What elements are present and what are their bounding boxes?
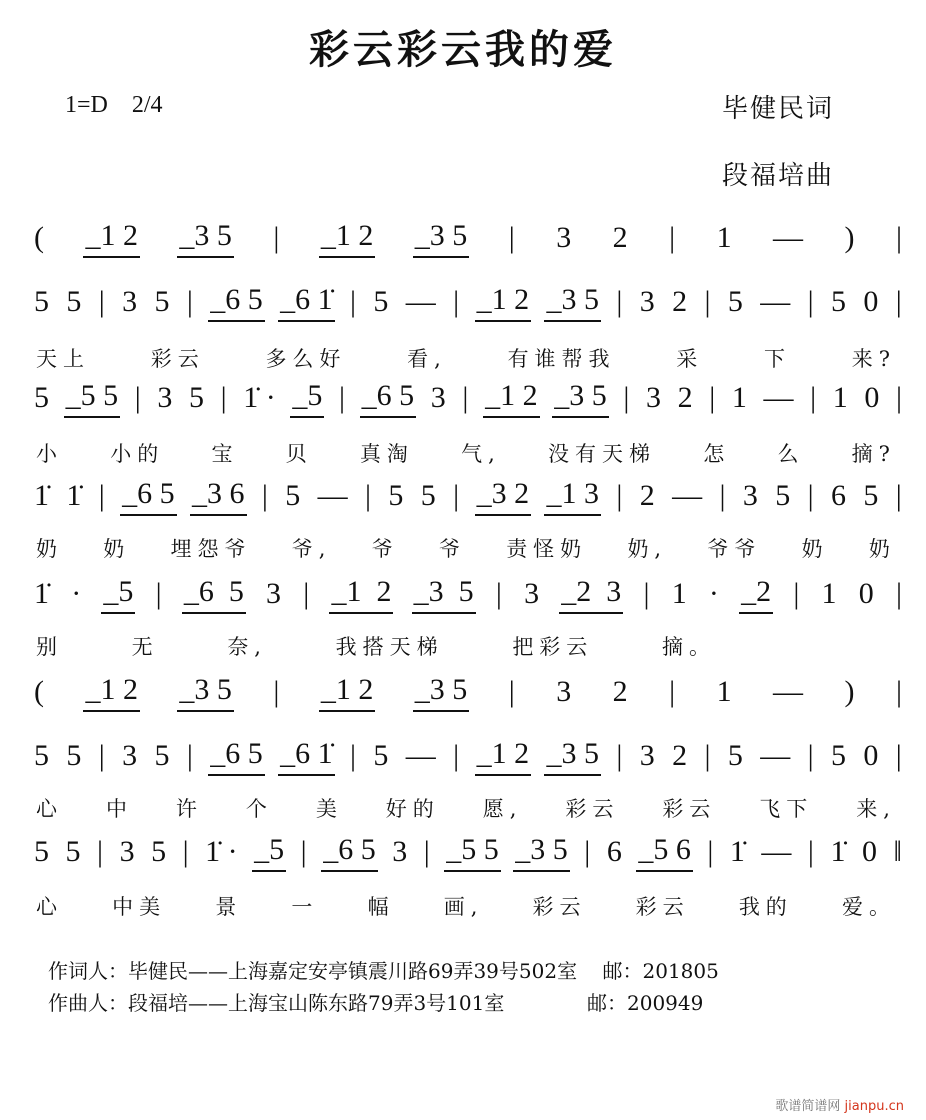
note-group: _1 2 <box>475 737 532 776</box>
notation-line <box>32 832 904 872</box>
note-group: _2 <box>739 575 773 614</box>
lyric: 没有天梯 <box>548 442 656 466</box>
note-group: ( <box>34 221 44 254</box>
barline: | <box>669 675 676 708</box>
lyric: 愿, <box>482 797 523 821</box>
note-group: _1 2 <box>483 379 540 418</box>
note-group: _6 5 <box>182 575 246 614</box>
note-group: · <box>71 577 82 610</box>
note-group: 2 <box>639 479 655 512</box>
note-group: _5 <box>290 379 324 418</box>
note-group: 0 <box>861 835 877 868</box>
note-group: 5 <box>727 739 743 772</box>
lyric: 好的 <box>385 797 440 821</box>
composer-credit: 段福培曲 <box>722 161 835 191</box>
note-group: 5 <box>151 835 167 868</box>
note-group: 3 <box>119 835 135 868</box>
barline: | <box>220 381 227 414</box>
note-group: 3 <box>645 381 661 414</box>
note-group: 1̇ · <box>205 835 238 868</box>
note-group: 6 <box>830 479 846 512</box>
note-group: 3 <box>742 479 758 512</box>
note-group: 5 <box>34 285 49 318</box>
barline: | <box>273 675 280 708</box>
barline: | <box>807 479 814 512</box>
notation-line <box>32 574 904 614</box>
lyric: 爷爷 <box>707 537 762 561</box>
lyric: 看, <box>407 347 447 371</box>
barline: | <box>261 479 268 512</box>
barline: | <box>707 835 714 868</box>
lyric: 爱。 <box>841 895 896 919</box>
barline: | <box>339 381 346 414</box>
watermark <box>775 1095 904 1114</box>
composer-address: 作曲人：段福培——上海宝山陈东路79弄3号101室 邮：200949 <box>48 991 704 1015</box>
lyric: 么 <box>777 442 805 466</box>
lyric: 来, <box>856 797 896 821</box>
lyric: 中美 <box>112 895 167 919</box>
note-group: 5 <box>373 739 389 772</box>
lyric: 彩云 <box>662 797 717 821</box>
barline: | <box>895 577 902 610</box>
note-group: 5 <box>65 835 81 868</box>
note-group: 3 <box>122 285 138 318</box>
note-group: 5 <box>388 479 404 512</box>
note-group: 5 <box>34 381 49 414</box>
lyric: 彩云 <box>635 895 690 919</box>
note-group: _6 5 <box>208 737 265 776</box>
note-group: 5 <box>775 479 791 512</box>
barline: | <box>793 577 800 610</box>
lyric: 别 <box>36 635 63 659</box>
notation-line <box>32 218 904 258</box>
notation-line <box>32 282 904 322</box>
note-group: ) <box>844 675 855 708</box>
barline: | <box>616 285 623 318</box>
barline: | <box>895 221 902 254</box>
barline: | <box>453 479 460 512</box>
note-group: 2 <box>677 381 693 414</box>
lyric: 我搭天梯 <box>335 635 444 659</box>
note-group: _5 6 <box>636 833 693 872</box>
note-group: 3 <box>266 577 282 610</box>
note-group: 1̇ <box>729 835 745 868</box>
barline: | <box>623 381 630 414</box>
lyric: 心 <box>36 797 63 821</box>
note-group: 3 <box>639 739 655 772</box>
barline: | <box>584 835 591 868</box>
lyric: 宝 <box>211 442 239 466</box>
note-group: — <box>773 675 804 708</box>
lyric: 一 <box>291 895 319 919</box>
note-group: 5 <box>727 285 743 318</box>
lyric: 景 <box>215 895 243 919</box>
lyric: 小 <box>36 442 63 466</box>
note-group: 1 <box>832 381 848 414</box>
lyric: 爷 <box>438 537 466 561</box>
note-group: _6 5 <box>360 379 417 418</box>
barline: | <box>704 285 711 318</box>
barline: | <box>669 221 676 254</box>
note-group: _5 5 <box>444 833 501 872</box>
barline: | <box>98 739 105 772</box>
note-group: _5 5 <box>64 379 121 418</box>
note-group: 5 <box>154 739 170 772</box>
note-group: _3 5 <box>544 283 601 322</box>
note-group: 2 <box>612 675 628 708</box>
notation-line <box>32 378 904 418</box>
lyric: 埋怨爷 <box>170 537 252 561</box>
note-group: 5 <box>420 479 436 512</box>
barline: | <box>895 739 902 772</box>
note-group: — <box>672 479 703 512</box>
lyric: 爷, <box>291 537 332 561</box>
barline: | <box>350 739 357 772</box>
key-signature: 1=D 2/4 <box>65 92 163 118</box>
lyric: 彩云 <box>532 895 587 919</box>
note-group: _1 2 <box>83 219 140 258</box>
lyric: 画, <box>443 895 484 919</box>
watermark-en: jianpu.cn <box>844 1099 904 1114</box>
lyric: 真淘 <box>359 442 414 466</box>
note-group: 3 <box>639 285 655 318</box>
barline: | <box>508 675 515 708</box>
note-group: _3 6 <box>190 477 247 516</box>
note-group: 3 <box>524 577 540 610</box>
notation-line <box>32 476 904 516</box>
lyric-line <box>36 343 896 373</box>
barline: | <box>186 739 193 772</box>
lyric: 奶 <box>868 537 896 561</box>
barline: | <box>98 479 105 512</box>
note-group: _5 <box>252 833 286 872</box>
lyric: 气, <box>461 442 501 466</box>
barline: ‖ <box>893 835 902 868</box>
note-group: 1 <box>671 577 687 610</box>
watermark-cn: 歌谱简谱网 <box>775 1099 841 1114</box>
lyric-line <box>36 793 896 823</box>
note-group: 6 <box>606 835 622 868</box>
barline: | <box>155 577 162 610</box>
barline: | <box>453 739 460 772</box>
lyric: 把彩云 <box>512 635 594 659</box>
note-group: 0 <box>863 285 879 318</box>
note-group: _3 5 <box>177 673 234 712</box>
barline: | <box>97 835 104 868</box>
song-title: 彩云彩云我的爱 <box>309 26 617 73</box>
note-group: 1 <box>716 221 732 254</box>
note-group: 2 <box>672 739 688 772</box>
barline: | <box>300 835 307 868</box>
lyric: 心 <box>36 895 63 919</box>
note-group: _6 5 <box>208 283 265 322</box>
barline: | <box>508 221 515 254</box>
note-group: · <box>708 577 719 610</box>
note-group: 1 <box>716 675 732 708</box>
lyricist-credit: 毕健民词 <box>722 94 835 124</box>
note-group: _3 5 <box>413 219 470 258</box>
lyric: 摘? <box>851 442 896 466</box>
barline: | <box>895 479 902 512</box>
note-group: ) <box>844 221 855 254</box>
note-group: _3 5 <box>513 833 570 872</box>
note-group: 3 <box>157 381 173 414</box>
note-group: 2 <box>612 221 628 254</box>
lyric-line <box>36 891 896 921</box>
note-group: _5 <box>101 575 135 614</box>
note-group: _6 5 <box>321 833 378 872</box>
lyric: 怎 <box>703 442 731 466</box>
lyric: 幅 <box>367 895 395 919</box>
lyric: 许 <box>175 797 203 821</box>
lyric: 有谁帮我 <box>507 347 616 371</box>
note-group: — <box>763 381 794 414</box>
note-group: _3 2 <box>475 477 532 516</box>
lyric: 摘。 <box>661 635 716 659</box>
note-group: — <box>760 285 791 318</box>
note-group: 5 <box>34 835 49 868</box>
note-group: 3 <box>556 221 572 254</box>
note-group: 5 <box>285 479 301 512</box>
barline: | <box>134 381 141 414</box>
lyric: 天上 <box>36 347 90 371</box>
lyric: 小的 <box>110 442 165 466</box>
barline: | <box>182 835 189 868</box>
note-group: _1 2 <box>475 283 532 322</box>
barline: | <box>495 577 502 610</box>
barline: | <box>810 381 817 414</box>
note-group: — <box>317 479 348 512</box>
lyric: 多么好 <box>265 347 347 371</box>
lyric: 奶, <box>627 537 668 561</box>
lyric: 奈, <box>227 635 267 659</box>
note-group: 0 <box>863 739 879 772</box>
notation-line <box>32 672 904 712</box>
lyric-line <box>36 438 896 468</box>
barline: | <box>616 739 623 772</box>
lyric: 彩云 <box>565 797 620 821</box>
barline: | <box>807 739 814 772</box>
note-group: _3 5 <box>552 379 609 418</box>
note-group: 1 <box>731 381 747 414</box>
note-group: 1̇ <box>34 577 49 610</box>
note-group: — <box>773 221 804 254</box>
barline: | <box>616 479 623 512</box>
lyric: 采 <box>676 347 704 371</box>
note-group: — <box>405 285 436 318</box>
note-group: 3 <box>392 835 408 868</box>
lyric: 爷 <box>371 537 399 561</box>
note-group: _1 2 <box>329 575 393 614</box>
note-group: — <box>761 835 792 868</box>
note-group: _3 5 <box>412 575 476 614</box>
note-group: 5 <box>34 739 49 772</box>
note-group: 5 <box>154 285 170 318</box>
barline: | <box>704 739 711 772</box>
lyric-line <box>36 533 896 563</box>
note-group: _1 2 <box>83 673 140 712</box>
barline: | <box>462 381 469 414</box>
barline: | <box>186 285 193 318</box>
barline: | <box>643 577 650 610</box>
note-group: _3 5 <box>544 737 601 776</box>
lyric: 美 <box>315 797 343 821</box>
note-group: 5 <box>830 285 846 318</box>
note-group: 0 <box>858 577 874 610</box>
note-group: _6 1̇ <box>278 283 335 322</box>
lyric: 下 <box>764 347 791 371</box>
note-group: _3 5 <box>177 219 234 258</box>
note-group: — <box>405 739 436 772</box>
lyric: 奶 <box>103 537 131 561</box>
barline: | <box>895 381 902 414</box>
note-group: _1 2 <box>319 673 376 712</box>
note-group: _6 1̇ <box>278 737 335 776</box>
note-group: 1̇ · <box>243 381 276 414</box>
lyric: 贝 <box>285 442 313 466</box>
barline: | <box>709 381 716 414</box>
note-group: 5 <box>189 381 205 414</box>
barline: | <box>273 221 280 254</box>
note-group: 1 <box>821 577 837 610</box>
lyric-line <box>36 631 716 661</box>
note-group: 0 <box>864 381 880 414</box>
note-group: 3 <box>122 739 138 772</box>
note-group: 5 <box>66 739 82 772</box>
barline: | <box>453 285 460 318</box>
lyric: 中 <box>105 797 133 821</box>
lyric: 责怪奶 <box>506 537 588 561</box>
note-group: 1̇ <box>830 835 846 868</box>
note-group: 5 <box>373 285 389 318</box>
barline: | <box>98 285 105 318</box>
barline: | <box>719 479 726 512</box>
lyricist-address: 作词人：毕健民——上海嘉定安亭镇震川路69弄39号502室 邮：201805 <box>48 959 719 983</box>
lyric: 奶 <box>36 537 63 561</box>
barline: | <box>807 835 814 868</box>
note-group: _6 5 <box>120 477 177 516</box>
note-group: 3 <box>430 381 446 414</box>
lyric: 个 <box>245 797 273 821</box>
note-group: — <box>760 739 791 772</box>
note-group: _1 3 <box>544 477 601 516</box>
barline: | <box>895 285 902 318</box>
note-group: 5 <box>830 739 846 772</box>
barline: | <box>350 285 357 318</box>
note-group: 3 <box>556 675 572 708</box>
note-group: 5 <box>66 285 82 318</box>
note-group: 1̇ <box>66 479 82 512</box>
lyric: 无 <box>131 635 159 659</box>
notation-line <box>32 736 904 776</box>
lyric: 飞下 <box>759 797 814 821</box>
lyric: 我的 <box>738 895 793 919</box>
note-group: _3 5 <box>413 673 470 712</box>
barline: | <box>365 479 372 512</box>
lyric: 奶 <box>801 537 829 561</box>
barline: | <box>807 285 814 318</box>
barline: | <box>895 675 902 708</box>
note-group: _1 2 <box>319 219 376 258</box>
barline: | <box>423 835 430 868</box>
barline: | <box>303 577 310 610</box>
note-group: 5 <box>863 479 879 512</box>
note-group: 1̇ <box>34 479 49 512</box>
lyric: 来? <box>851 347 896 371</box>
note-group: 2 <box>672 285 688 318</box>
note-group: ( <box>34 675 44 708</box>
lyric: 彩云 <box>150 347 205 371</box>
note-group: _2 3 <box>559 575 623 614</box>
